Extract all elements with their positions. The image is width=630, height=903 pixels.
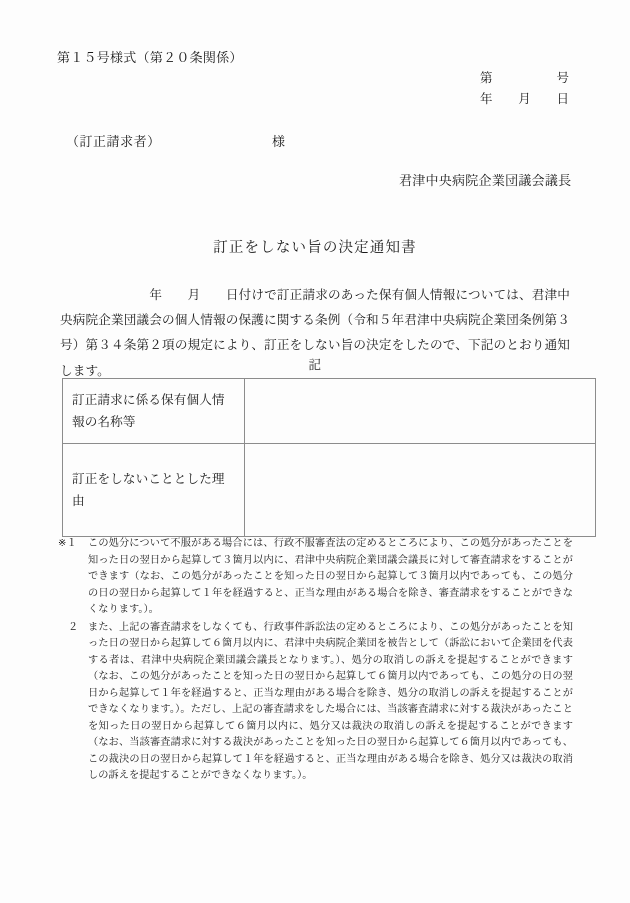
addressee-honorific: 様 xyxy=(272,134,286,149)
document-title: 訂正をしない旨の決定通知書 xyxy=(213,240,417,256)
footnote-text: この処分について不服がある場合には、行政不服審査法の定めるところにより、この処分があったことを知った日の翌日から起算して３箇月以内に、君津中央病院企業団議会議長に対して審査請求をすることができます（なお、この処分があったことを知った日の翌日から起算して３箇月以内であっても、この処分の日の翌日から起算して１年を経過すると、正当な理由がある場合を除き、審査請求をすることができなくなります。）。 xyxy=(88,538,573,616)
body-paragraph: 年 月 日付けで訂正請求のあった保有個人情報については、君津中央病院企業団議会の個人情報の保護に関する条例（令和５年君津中央病院企業団条例第３号）第３４条第２項の規定により、訂正をしない旨の決定をしたので、下記のとおり通知します。 xyxy=(60,288,570,378)
footnote-marker: ２ xyxy=(68,621,79,633)
footnote-text: また、上記の審査請求をしなくても、行政事件訴訟法の定めるところにより、この処分があったことを知った日の翌日から起算して６箇月以内に、君津中央病院企業団を被告として（訴訟において企業団を代表する者は、君津中央病院企業団議会議長となります。）、処分の取消しの訴えを提起することができます（なお、この処分があったことを知った日の翌日から起算して６箇月以内であっても、この処分の日の翌日から起算して１年を経過すると、正当な理由がある場合を除き、処分の取消しの訴えを提起することができなくなります。）。ただし、上記の審査請求をした場合には、当該審査請求に対する裁決があったことを知った日の翌日から起算して６箇月以内に、処分又は裁決の取消しの訴えを提起することができます（なお、当該審査請求に対する裁決があったことを知った日の翌日から起算して６箇月以内であっても、この裁決の日の翌日から起算して１年を経過すると、正当な理由がある場合を除き、処分又は裁決の取消しの訴えを提起することができなくなります。）。 xyxy=(88,621,573,782)
footnote-item xyxy=(58,536,573,619)
information-table xyxy=(62,378,596,537)
form-number: 第１５号様式（第２０条関係） xyxy=(57,50,243,65)
table-row-label: 訂正請求に係る保有個人情報の名称等 xyxy=(63,379,245,444)
table-row-value[interactable] xyxy=(245,379,596,444)
footnote-item xyxy=(58,620,573,785)
table-row-value[interactable] xyxy=(245,444,596,537)
document-date-field: 年 月 日 xyxy=(480,92,570,106)
footnotes xyxy=(58,536,573,786)
ki-marker: 記 xyxy=(308,358,322,372)
table-row-label: 訂正をしないこととした理由 xyxy=(63,444,245,537)
addressee-label: （訂正請求者） xyxy=(66,134,161,149)
table-row xyxy=(63,444,596,537)
footnote-marker: ※１ xyxy=(58,538,77,549)
table-row xyxy=(63,379,596,444)
issuer-name: 君津中央病院企業団議会議長 xyxy=(399,173,572,188)
document-number-field: 第 号 xyxy=(480,71,570,85)
